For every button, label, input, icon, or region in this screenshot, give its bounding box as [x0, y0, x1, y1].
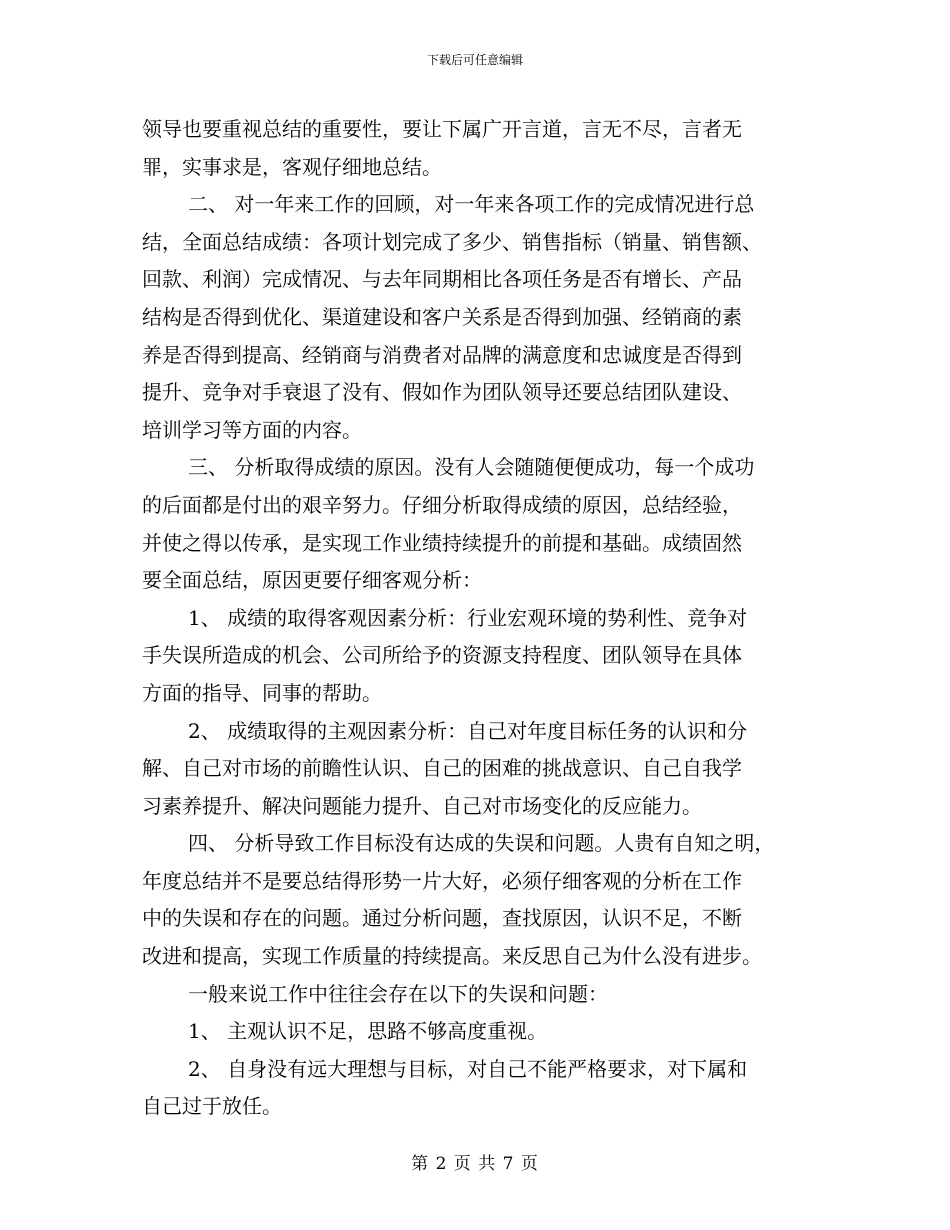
text-line: 2、 自身没有远大理想与目标，对自己不能严格要求，对下属和 — [188, 1056, 748, 1081]
text-line: 改进和提高，实现工作质量的持续提高。来反思自己为什么没有进步。 — [142, 944, 762, 969]
text-line: 要全面总结，原因更要仔细客观分析： — [142, 568, 482, 593]
text-line: 习素养提升、解决问题能力提升、自己对市场变化的反应能力。 — [142, 793, 702, 818]
text-line: 回款、利润）完成情况、与去年同期相比各项任务是否有增长、产品 — [142, 267, 742, 292]
document-body — [142, 111, 822, 1126]
text-line: 培训学习等方面的内容。 — [142, 417, 362, 442]
text-line: 解、自己对市场的前瞻性认识、自己的困难的挑战意识、自己自我学 — [142, 756, 742, 781]
text-line: 三、 分析取得成绩的原因。没有人会随随便便成功，每一个成功 — [188, 455, 755, 480]
text-line: 二、 对一年来工作的回顾，对一年来各项工作的完成情况进行总 — [188, 192, 755, 217]
text-line: 手失误所造成的机会、公司所给予的资源支持程度、团队领导在具体 — [142, 643, 742, 668]
text-line: 1、 主观认识不足，思路不够高度重视。 — [188, 1019, 548, 1044]
text-line: 的后面都是付出的艰辛努力。仔细分析取得成绩的原因，总结经验， — [142, 492, 742, 517]
text-line: 结，全面总结成绩：各项计划完成了多少、销售指标（销量、销售额、 — [142, 229, 762, 254]
text-line: 罪，实事求是，客观仔细地总结。 — [142, 154, 442, 179]
text-line: 方面的指导、同事的帮助。 — [142, 680, 382, 705]
text-line: 2、 成绩取得的主观因素分析：自己对年度目标任务的认识和分 — [188, 718, 748, 743]
page-header: 下载后可任意编辑 — [426, 53, 523, 67]
text-line: 领导也要重视总结的重要性，要让下属广开言道，言无不尽，言者无 — [142, 117, 742, 141]
text-line: 自己过于放任。 — [142, 1094, 282, 1119]
text-line: 养是否得到提高、经销商与消费者对品牌的满意度和忠诚度是否得到 — [142, 342, 742, 367]
text-line: 并使之得以传承，是实现工作业绩持续提升的前提和基础。成绩固然 — [142, 530, 742, 555]
text-line: 提升、竞争对手衰退了没有、假如作为团队领导还要总结团队建设、 — [142, 380, 742, 405]
text-line: 结构是否得到优化、渠道建设和客户关系是否得到加强、经销商的素 — [142, 304, 742, 329]
text-line: 1、 成绩的取得客观因素分析：行业宏观环境的势利性、竞争对 — [188, 605, 748, 630]
text-line: 一般来说工作中往往会存在以下的失误和问题： — [188, 981, 608, 1006]
text-line: 中的失误和存在的问题。通过分析问题，查找原因，认识不足，不断 — [142, 906, 742, 931]
text-line: 四、 分析导致工作目标没有达成的失误和问题。人贵有自知之明， — [188, 831, 775, 856]
text-line: 年度总结并不是要总结得形势一片大好，必须仔细客观的分析在工作 — [142, 868, 742, 893]
page-number: 第 2 页 共 7 页 — [411, 1154, 539, 1174]
